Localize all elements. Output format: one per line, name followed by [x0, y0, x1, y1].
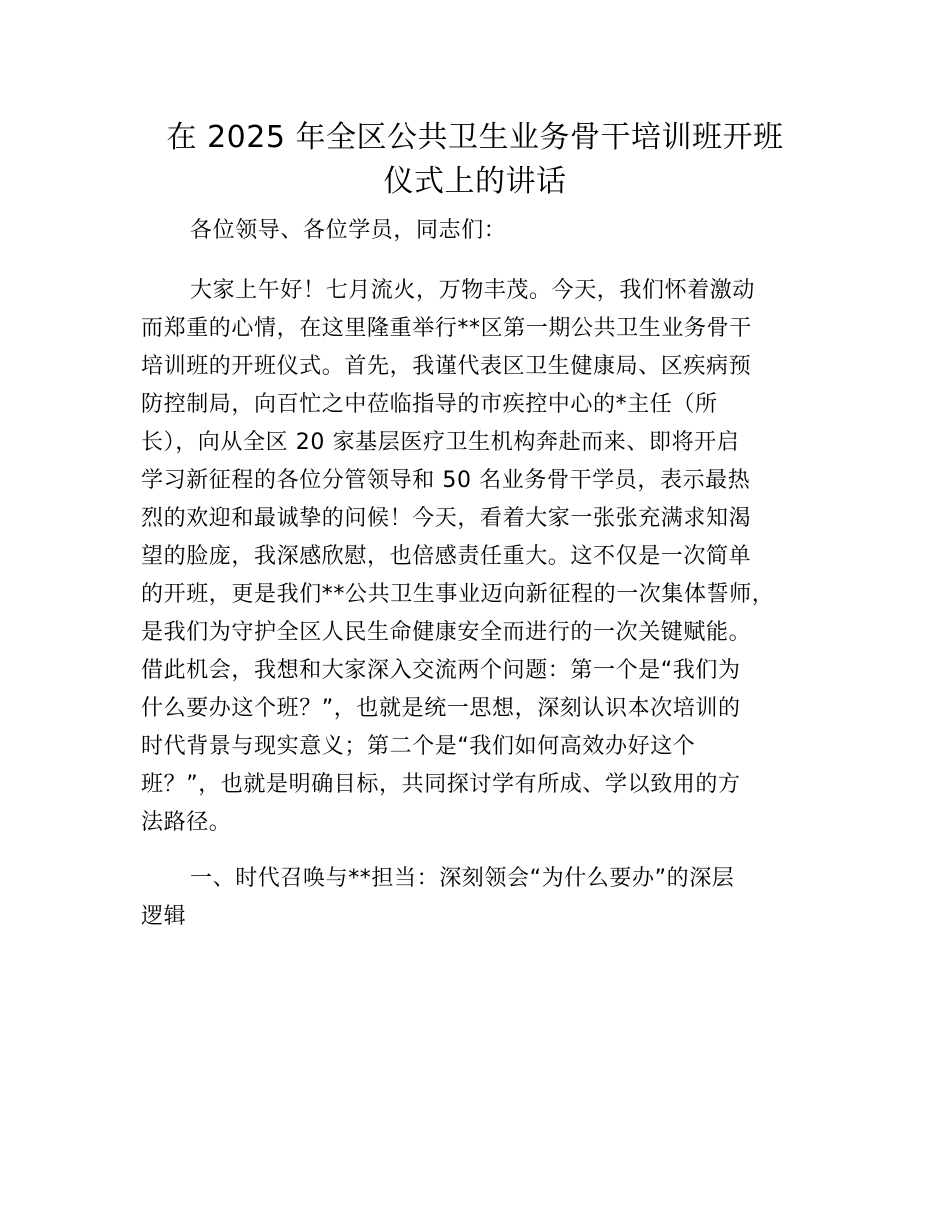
paragraph-line: 望的脸庞，我深感欣慰，也倍感责任重大。这不仅是一次简单 — [141, 544, 752, 569]
paragraph-line: 学习新征程的各位分管领导和 50 名业务骨干学员，表示最热 — [141, 468, 751, 493]
paragraph-spacer — [141, 250, 831, 272]
document-body — [141, 212, 831, 936]
paragraph-line: 烈的欢迎和最诚挚的问候！今天，看着大家一张张充满求知渴 — [141, 506, 752, 531]
paragraph-line: 大家上午好！七月流火，万物丰茂。今天，我们怀着激动 — [190, 278, 756, 303]
heading-line: 一、时代召唤与**担当：深刻领会“为什么要办”的深层 — [190, 866, 735, 891]
document-title — [120, 116, 830, 204]
paragraph-line: 长），向从全区 20 家基层医疗卫生机构奔赴而来、即将开启 — [141, 430, 740, 455]
salutation — [141, 212, 831, 250]
paragraph-line: 借此机会，我想和大家深入交流两个问题：第一个是“我们为 — [141, 658, 741, 683]
paragraph-line: 的开班，更是我们**公共卫生事业迈向新征程的一次集体誓师， — [141, 582, 775, 607]
paragraph-opening — [141, 272, 831, 842]
salutation-line: 各位领导、各位学员，同志们： — [190, 218, 507, 243]
paragraph-line: 防控制局，向百忙之中莅临指导的市疾控中心的*主任（所 — [141, 392, 718, 417]
paragraph-line: 时代背景与现实意义；第二个是“我们如何高效办好这个 — [141, 734, 696, 759]
paragraph-spacer — [141, 842, 831, 860]
paragraph-line: 是我们为守护全区人民生命健康安全而进行的一次关键赋能。 — [141, 620, 752, 645]
heading-line: 逻辑 — [141, 904, 187, 929]
title-line: 在 2025 年全区公共卫生业务骨干培训班开班 — [166, 120, 784, 155]
paragraph-line: 什么要办这个班？”，也就是统一思想，深刻认识本次培训的 — [141, 696, 741, 721]
paragraph-line: 班？”，也就是明确目标，共同探讨学有所成、学以致用的方 — [141, 772, 741, 797]
paragraph-line: 法路径。 — [141, 810, 232, 835]
title-line: 仪式上的讲话 — [383, 164, 567, 199]
paragraph-line: 而郑重的心情，在这里隆重举行**区第一期公共卫生业务骨干 — [141, 316, 752, 341]
paragraph-line: 培训班的开班仪式。首先，我谨代表区卫生健康局、区疾病预 — [141, 354, 752, 379]
section-heading-1 — [141, 860, 831, 936]
